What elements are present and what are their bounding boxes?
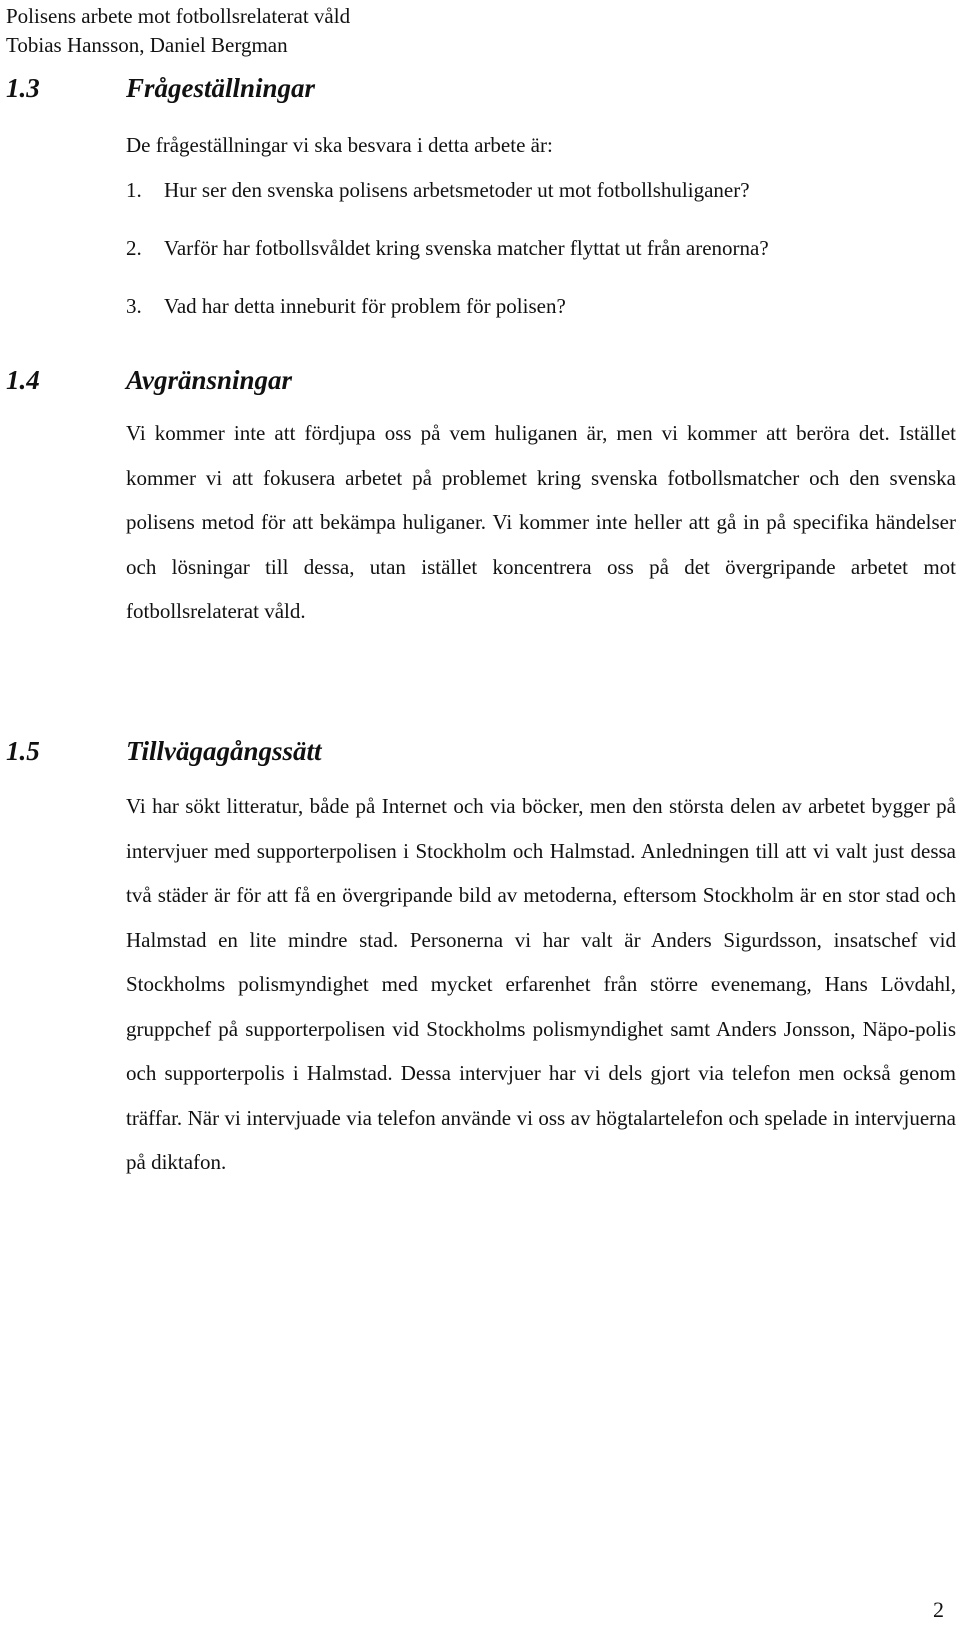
question-list (126, 161, 769, 335)
section-title: Avgränsningar (126, 365, 293, 395)
section-intro: De frågeställningar vi ska besvara i detta arbete är: (126, 133, 553, 157)
section-heading-1-5 (6, 734, 322, 768)
section-number: 1.3 (6, 73, 40, 103)
section-heading-1-3 (6, 71, 315, 105)
page-number: 2 (933, 1597, 944, 1622)
section-title: Frågeställningar (126, 73, 316, 103)
list-item (126, 161, 769, 219)
list-item-text: Varför har fotbollsvåldet kring svenska matcher flyttat ut från arenorna? (164, 236, 769, 260)
list-item-number: 1. (126, 178, 142, 202)
section-heading-1-4 (6, 363, 292, 397)
list-item-text: Hur ser den svenska polisens arbetsmetoder ut mot fotbollshuliganer? (164, 178, 750, 202)
list-item (126, 219, 769, 277)
header-document-title: Polisens arbete mot fotbollsrelaterat våld (6, 4, 351, 28)
section-number: 1.4 (6, 365, 40, 395)
list-item-number: 2. (126, 236, 142, 260)
section-body-paragraph: Vi har sökt litteratur, både på Internet och via böcker, men den största delen av arbetet bygger på intervjuer med supporterpolisen i Stockholm och Halmstad. Anledningen till att vi valt just dessa två städer är för att få en övergripande bild av metoderna, eftersom Stockholm är en stor stad och Halmstad en lite mindre stad. Personerna vi har valt är Anders Sigurdsson, insatschef vid Stockholms polismyndighet med mycket erfarenhet från större evenemang, Hans Lövdahl, gruppchef på supporterpolisen vid Stockholms polismyndighet samt Anders Jonsson, Näpo-polis och supporterpolis i Halmstad. Dessa intervjuer har vi dels gjort via telefon men också genom träffar. När vi intervjuade via telefon använde vi oss av högtalartelefon och spelade in intervjuerna på diktafon. (126, 794, 956, 1174)
header-authors: Tobias Hansson, Daniel Bergman (6, 33, 288, 57)
list-item-text: Vad har detta inneburit för problem för polisen? (164, 294, 566, 318)
list-item-number: 3. (126, 294, 142, 318)
section-body-paragraph: Vi kommer inte att fördjupa oss på vem huliganen är, men vi kommer att beröra det. Istället kommer vi att fokusera arbetet på problemet kring svenska fotbollsmatcher och den svenska polisens metod för att bekämpa huliganer. Vi kommer inte heller att gå in på specifika händelser och lösningar till dessa, utan istället koncentrera oss på det övergripande arbetet mot fotbollsrelaterat våld. (126, 421, 956, 623)
section-title: Tillvägagångssätt (126, 736, 322, 766)
list-item (126, 277, 769, 335)
section-number: 1.5 (6, 736, 40, 766)
page-header (6, 2, 350, 60)
